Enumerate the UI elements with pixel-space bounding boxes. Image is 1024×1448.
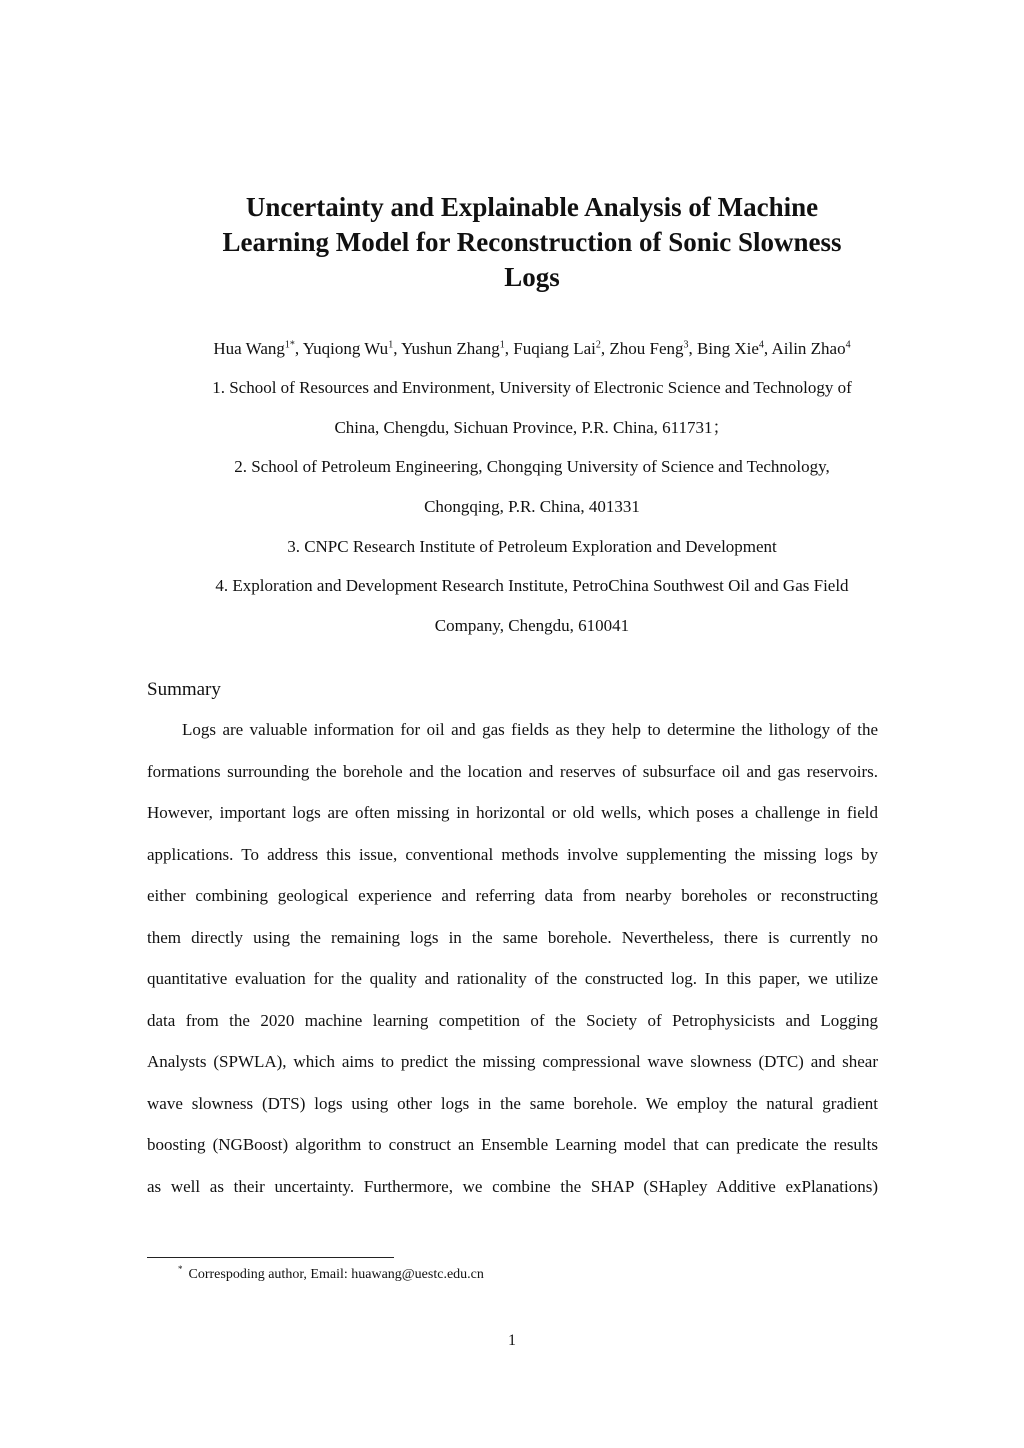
page-number: 1 — [508, 1332, 516, 1349]
affiliation-2-line-2: Chongqing, P.R. China, 401331 — [424, 497, 640, 516]
affiliation-3: 3. CNPC Research Institute of Petroleum Exploration and Development — [287, 537, 777, 556]
author-separator: , — [600, 339, 610, 358]
author-name: Bing Xie — [697, 339, 759, 358]
title-line: Uncertainty and Explainable Analysis of Machine — [245, 192, 819, 222]
summary-heading: Summary — [147, 679, 221, 700]
affiliation-1-line-1: 1. School of Resources and Environment, University of Electronic Science and Technology of — [212, 378, 852, 397]
summary-line: them directly using the remaining logs in the same borehole. Nevertheless, there is currently no — [147, 927, 878, 947]
footnote — [178, 1266, 484, 1284]
author-affiliation-mark: 4 — [845, 339, 851, 351]
summary-line: as well as their uncertainty. Furthermore, we combine the SHAP (SHapley Additive exPlanations) — [147, 1176, 878, 1196]
summary-line: data from the 2020 machine learning competition of the Society of Petrophysicists and Logging — [147, 1010, 878, 1030]
summary-line: formations surrounding the borehole and the location and reserves of subsurface oil and gas reservoirs. — [147, 761, 878, 781]
author-name: Yuqiong Wu — [302, 339, 389, 358]
author-affiliation-mark: 1 — [499, 339, 505, 351]
footnote-divider — [147, 1257, 394, 1258]
title-line: Learning Model for Reconstruction of Sonic Slowness — [222, 227, 842, 257]
summary-line: quantitative evaluation for the quality and rationality of the constructed log. In this paper, we utilize — [147, 969, 878, 988]
summary-line: wave slowness (DTS) logs using other logs in the same borehole. We employ the natural gradient — [147, 1093, 878, 1113]
footnote-marker: * — [178, 1264, 183, 1275]
author-name: Hua Wang — [213, 339, 285, 358]
footnote-text: Correspoding author, Email: huawang@uestc.edu.cn — [188, 1267, 484, 1282]
author-affiliation-mark: 4 — [758, 339, 764, 351]
author-affiliation-mark: 2 — [595, 339, 601, 351]
author-separator: , — [688, 339, 698, 358]
author-separator: , — [294, 339, 303, 358]
author-affiliation-mark: 1 — [388, 339, 394, 351]
affiliation-4-line-1: 4. Exploration and Development Research Institute, PetroChina Southwest Oil and Gas Field — [215, 576, 849, 595]
summary-line: Logs are valuable information for oil and gas fields as they help to determine the lithology of the — [182, 720, 878, 739]
summary-line: However, important logs are often missing in horizontal or old wells, which poses a challenge in field — [147, 803, 878, 822]
author-affiliation-mark: 1* — [284, 339, 295, 351]
affiliation-4-line-2: Company, Chengdu, 610041 — [434, 616, 630, 635]
summary-line: either combining geological experience and referring data from nearby boreholes or reconstructing — [147, 886, 878, 905]
author-separator: , — [393, 339, 402, 358]
author-name: Ailin Zhao — [771, 339, 846, 358]
affiliation-2-line-1: 2. School of Petroleum Engineering, Chongqing University of Science and Technology, — [234, 457, 830, 476]
paper-title — [150, 190, 914, 295]
author-name: Zhou Feng — [609, 339, 684, 358]
affiliation-1-line-2: China, Chengdu, Sichuan Province, P.R. China, 611731； — [334, 418, 730, 437]
author-affiliation-mark: 3 — [683, 339, 689, 351]
summary-line: Analysts (SPWLA), which aims to predict the missing compressional wave slowness (DTC) and shear — [147, 1052, 878, 1071]
author-list — [100, 338, 964, 360]
author-name: Fuqiang Lai — [513, 339, 596, 358]
summary-line: boosting (NGBoost) algorithm to construct an Ensemble Learning model that can predicate the results — [147, 1135, 878, 1154]
author-name: Yushun Zhang — [401, 339, 500, 358]
title-line: Logs — [504, 262, 560, 292]
author-separator: , — [504, 339, 514, 358]
summary-paragraph — [147, 709, 878, 1207]
author-separator: , — [763, 339, 772, 358]
summary-line: applications. To address this issue, conventional methods involve supplementing the missing logs by — [147, 844, 878, 864]
